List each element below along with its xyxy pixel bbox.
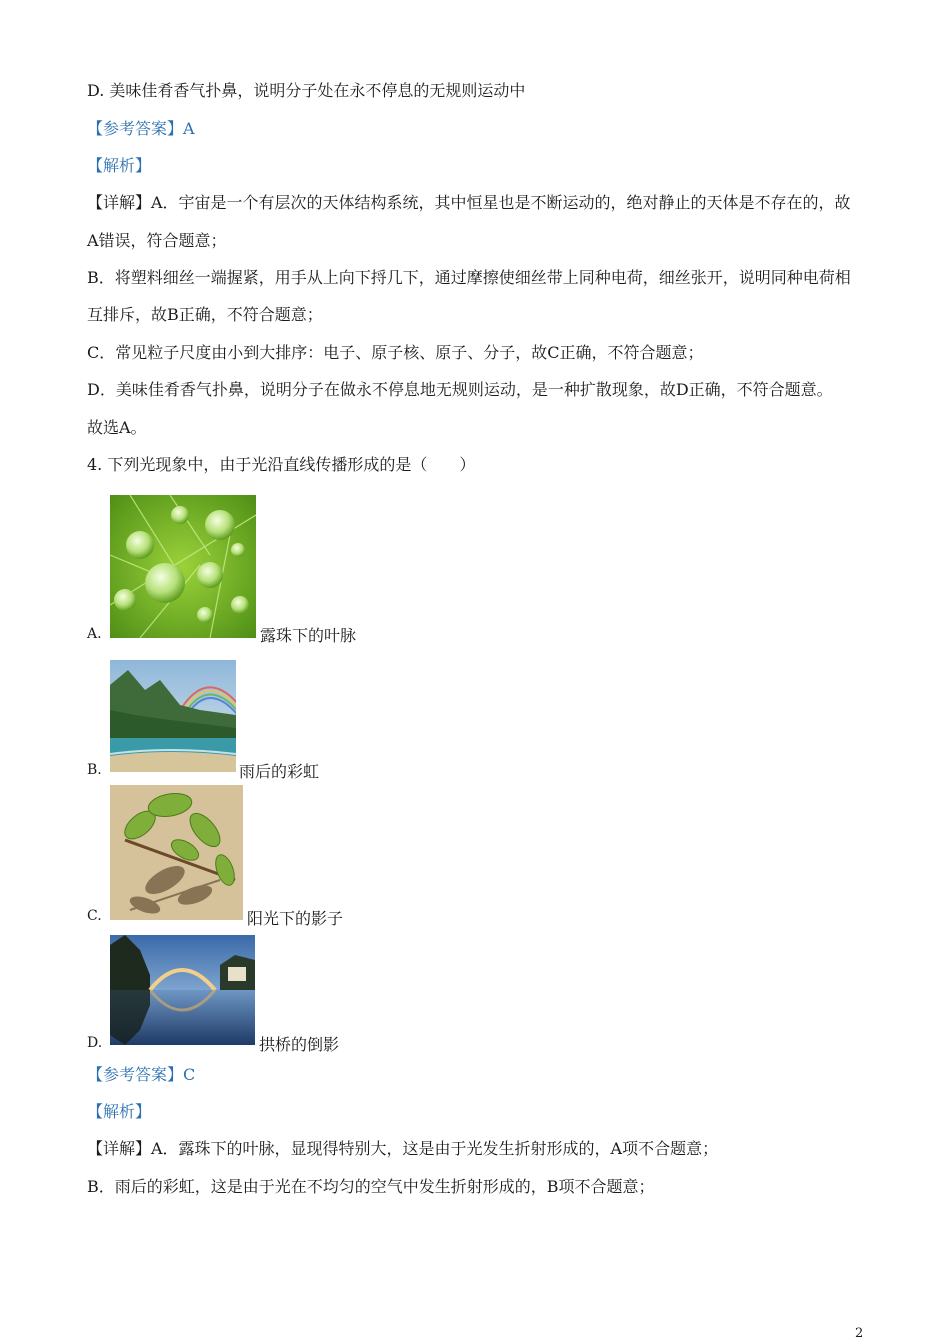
detail-line-3: B．将塑料细丝一端握紧，用手从上向下捋几下，通过摩擦使细丝带上同种电荷，细丝张开，说明同种电荷相 [87,268,851,287]
detail-2-line-2: B．雨后的彩虹，这是由于光在不均匀的空气中发生折射形成的，B项不合题意； [87,1177,655,1196]
option-c-caption: 阳光下的影子 [247,909,344,928]
option-d-letter: D. [87,1035,103,1051]
detail-line-2: A错误，符合题意； [87,231,227,250]
option-b-caption: 雨后的彩虹 [239,762,320,781]
option-c-letter: C. [87,908,102,924]
question-4: 4. 下列光现象中，由于光沿直线传播形成的是（ ） [87,455,476,474]
option-a-letter: A. [87,626,102,642]
reference-answer-2: 【参考答案】C [87,1065,196,1084]
page-number: 2 [855,1326,864,1341]
option-d-caption: 拱桥的倒影 [259,1035,340,1054]
analysis-heading: 【解析】 [87,156,152,175]
arch-bridge-image [110,935,255,1045]
detail-line-5: C．常见粒子尺度由小到大排序：电子、原子核、原子、分子，故C正确，不符合题意； [87,343,704,362]
reference-answer: 【参考答案】A [87,119,195,138]
analysis-heading-2: 【解析】 [87,1102,152,1121]
rainbow-image [110,660,236,772]
detail-2-line-1: 【详解】A．露珠下的叶脉，显现得特别大，这是由于光发生折射形成的，A项不合题意； [87,1139,719,1158]
detail-line-1: 【详解】A．宇宙是一个有层次的天体结构系统，其中恒星也是不断运动的，绝对静止的天体是不存在的，故 [87,193,851,212]
dew-leaf-image [110,495,256,638]
option-b-letter: B. [87,762,102,778]
shadow-image [110,785,243,920]
detail-line-6: D．美味佳肴香气扑鼻，说明分子在做永不停息地无规则运动，是一种扩散现象，故D正确，不符合题意。 [87,380,833,399]
option-d-text: D. 美味佳肴香气扑鼻，说明分子处在永不停息的无规则运动中 [87,81,526,100]
detail-line-4: 互排斥，故B正确，不符合题意； [87,305,323,324]
conclusion: 故选A。 [87,418,147,437]
option-a-caption: 露珠下的叶脉 [260,626,357,645]
